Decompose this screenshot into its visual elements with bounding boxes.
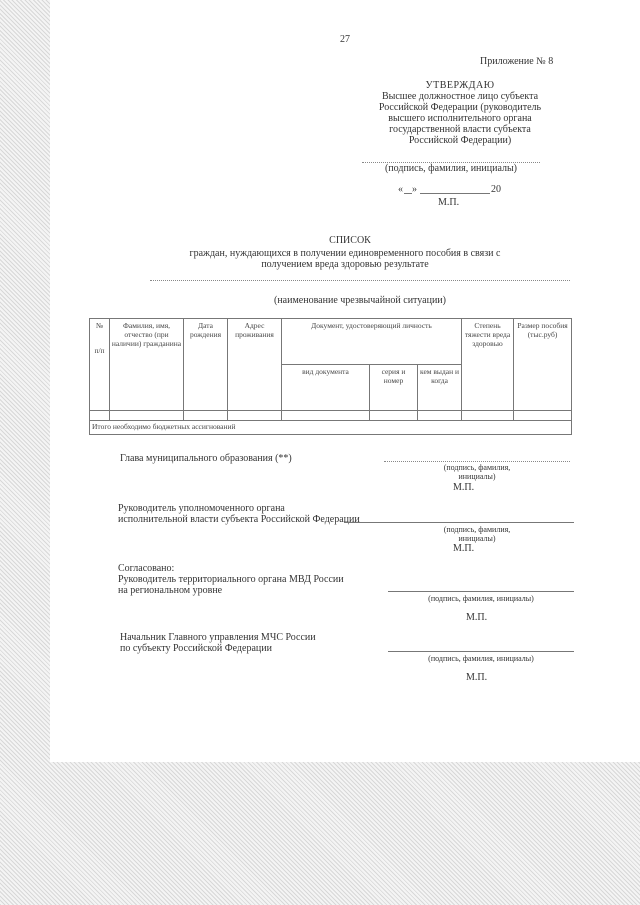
authorized-caption-2: инициалы)	[458, 534, 496, 543]
authorized-line-1: Руководитель уполномоченного органа	[118, 503, 285, 514]
municipal-caption-1: (подпись, фамилия,	[443, 463, 511, 472]
municipal-signature-line	[384, 461, 570, 462]
mvd-signature-line	[388, 591, 574, 592]
mchs-stamp: М.П.	[466, 672, 488, 683]
header-name: Фамилия, имя, отчество (при наличии) гражданина	[110, 319, 184, 411]
header-doc-series: серия и номер	[370, 365, 418, 411]
mvd-caption: (подпись, фамилия, инициалы)	[428, 594, 534, 603]
approve-line: Высшее должностное лицо субъекта	[381, 91, 539, 102]
appendix-label: Приложение № 8	[480, 56, 554, 67]
authorized-signature-line	[344, 522, 574, 523]
agreed-label: Согласовано:	[118, 563, 175, 574]
authorized-line-2: исполнительной власти субъекта Российской Федерации	[118, 514, 360, 525]
header-num	[90, 319, 110, 411]
approve-signature-caption: (подпись, фамилия, инициалы)	[384, 163, 518, 174]
mvd-stamp: М.П.	[466, 612, 488, 623]
approve-line: Российской Федерации)	[408, 135, 512, 146]
subtitle-line: граждан, нуждающихся в получении единовременного пособия в связи с	[189, 248, 501, 259]
approve-date-mid: »	[412, 184, 417, 195]
approve-line: высшего исполнительного органа	[388, 113, 532, 124]
header-doc-type: вид документа	[282, 365, 370, 411]
mchs-caption: (подпись, фамилия, инициалы)	[428, 654, 534, 663]
total-label: Итого необходимо бюджетных ассигнований	[90, 421, 572, 435]
municipal-caption-2: инициалы)	[458, 472, 496, 481]
header-doc-issued: кем выдан и когда	[418, 365, 462, 411]
municipal-stamp: М.П.	[453, 482, 475, 493]
date-day-line	[404, 193, 412, 194]
approve-year-prefix: 20	[491, 184, 501, 195]
header-amount: Размер пособия (тыс.руб)	[514, 319, 572, 411]
mvd-line-1: Руководитель территориального органа МВД России	[118, 574, 344, 585]
emergency-caption: (наименование чрезвычайной ситуации)	[274, 295, 446, 306]
authorized-caption-1: (подпись, фамилия,	[443, 525, 511, 534]
municipal-head-label: Глава муниципального образования (**)	[120, 453, 292, 464]
approve-line: государственной власти субъекта	[389, 124, 531, 135]
scan-border-bottom	[0, 762, 640, 905]
approve-date-open: «	[398, 184, 403, 195]
subtitle-line: получением вреда здоровью результате	[261, 259, 429, 270]
page-number: 27	[340, 34, 350, 45]
doc-title: СПИСОК	[329, 235, 371, 246]
mchs-line-2: по субъекту Российской Федерации	[120, 643, 272, 654]
approve-line: Российской Федерации (руководитель	[378, 102, 542, 113]
header-severity: Степень тяжести вреда здоровью	[462, 319, 514, 411]
date-month-line	[420, 193, 490, 194]
mchs-line-1: Начальник Главного управления МЧС России	[120, 632, 316, 643]
header-document: Документ, удостоверяющий личность	[282, 319, 462, 365]
table-row	[90, 411, 572, 421]
approve-stamp: М.П.	[438, 197, 460, 208]
header-num-sub: п/п	[94, 346, 105, 355]
mvd-line-2: на региональном уровне	[118, 585, 223, 596]
authorized-caption	[384, 525, 570, 543]
approve-title: УТВЕРЖДАЮ	[425, 80, 495, 91]
citizens-table	[89, 318, 572, 435]
header-address: Адрес проживания	[228, 319, 282, 411]
approve-block	[350, 80, 570, 146]
municipal-caption	[384, 463, 570, 481]
header-num-label: №	[95, 321, 104, 330]
header-birth: Дата рождения	[184, 319, 228, 411]
authorized-stamp: М.П.	[453, 543, 475, 554]
table-total-row	[90, 421, 572, 435]
mchs-signature-line	[388, 651, 574, 652]
doc-subtitle	[120, 248, 570, 270]
emergency-name-line	[150, 280, 570, 281]
